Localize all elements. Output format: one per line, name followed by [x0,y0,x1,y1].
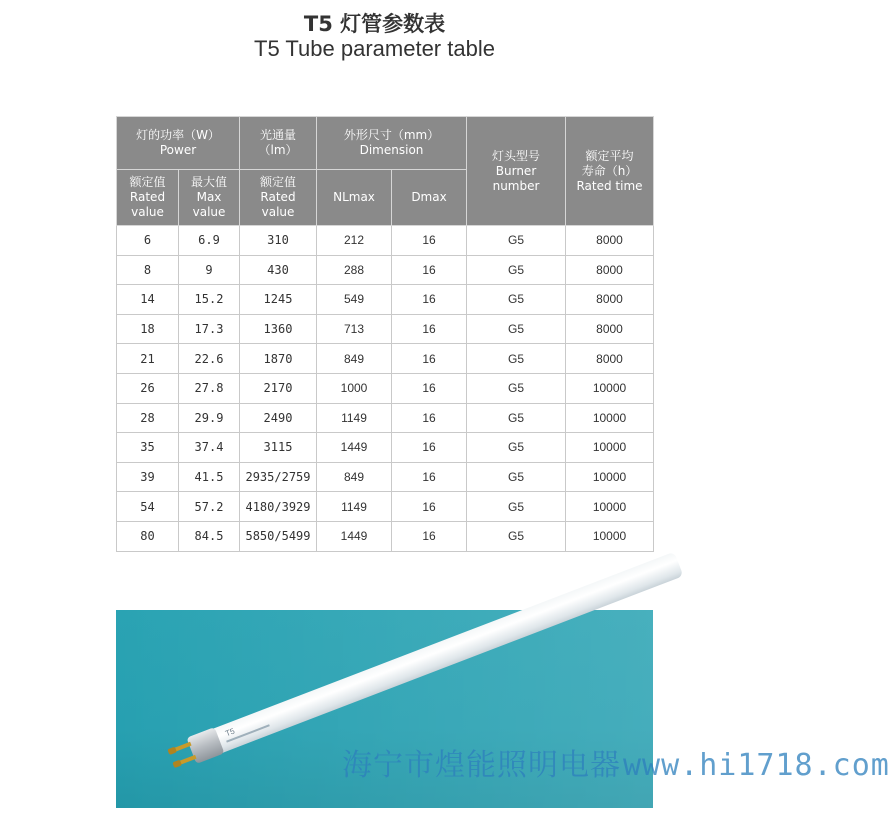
table-cell: 16 [392,492,467,522]
table-cell: 288 [317,255,392,285]
table-cell: 16 [392,462,467,492]
table-cell: 10000 [566,373,654,403]
table-cell: G5 [467,285,566,315]
table-cell: 29.9 [179,403,240,433]
table-cell: 212 [317,226,392,256]
svg-text:T5: T5 [224,726,237,739]
table-cell: 16 [392,344,467,374]
table-cell: 54 [117,492,179,522]
table-cell: 1149 [317,492,392,522]
table-cell: 1000 [317,373,392,403]
table-cell: 1449 [317,521,392,551]
table-row [117,226,654,256]
table-cell: 1360 [240,314,317,344]
table-cell: 8000 [566,314,654,344]
table-cell: 37.4 [179,433,240,463]
table-cell: G5 [467,255,566,285]
header-lumen: 光通量 （lm） [240,117,317,170]
table-body [117,226,654,552]
table-cell: 713 [317,314,392,344]
table-cell: 849 [317,344,392,374]
table-cell: 18 [117,314,179,344]
watermark-company: 海宁市煌能照明电器 [342,748,621,783]
table-row [117,285,654,315]
table-cell: 5850/5499 [240,521,317,551]
table-cell: 9 [179,255,240,285]
page-title-en: T5 Tube parameter table [254,36,495,61]
table-cell: 16 [392,521,467,551]
table-cell: G5 [467,492,566,522]
table-cell: G5 [467,403,566,433]
table-cell: G5 [467,462,566,492]
table-cell: 1449 [317,433,392,463]
table-cell: 41.5 [179,462,240,492]
table-cell: 10000 [566,492,654,522]
table-cell: 15.2 [179,285,240,315]
page-title-cn: T5 灯管参数表 [303,12,446,36]
header-max-value: 最大值 Max value [179,170,240,226]
table-row [117,492,654,522]
watermark [342,740,890,784]
table-cell: G5 [467,373,566,403]
table-cell: 8000 [566,255,654,285]
table-cell: 6.9 [179,226,240,256]
watermark-domain: www.hi1718.com [623,748,890,783]
header-nlmax: NLmax [317,170,392,226]
table-row [117,255,654,285]
table-cell: 8000 [566,226,654,256]
table-row [117,521,654,551]
table-cell: 6 [117,226,179,256]
table-cell: 39 [117,462,179,492]
table-cell: G5 [467,226,566,256]
table-cell: 3115 [240,433,317,463]
header-power: 灯的功率（W） Power [117,117,240,170]
table-cell: 849 [317,462,392,492]
table-cell: 10000 [566,462,654,492]
table-cell: 57.2 [179,492,240,522]
table-cell: 16 [392,226,467,256]
header-life: 额定平均 寿命（h） Rated time [566,117,654,226]
table-cell: 8000 [566,344,654,374]
table-cell: 10000 [566,521,654,551]
table-cell: 16 [392,314,467,344]
table-cell: G5 [467,521,566,551]
table-cell: 2490 [240,403,317,433]
table-cell: G5 [467,344,566,374]
table-cell: 17.3 [179,314,240,344]
table-cell: 16 [392,433,467,463]
table-row [117,314,654,344]
table-cell: 4180/3929 [240,492,317,522]
table-row [117,344,654,374]
table-cell: 80 [117,521,179,551]
header-rated-value: 额定值 Rated value [117,170,179,226]
table-cell: 27.8 [179,373,240,403]
table-cell: 14 [117,285,179,315]
table-row [117,403,654,433]
header-lumen-rated: 额定值 Rated value [240,170,317,226]
table-cell: 2935/2759 [240,462,317,492]
header-burner: 灯头型号 Burner number [467,117,566,226]
table-cell: 16 [392,255,467,285]
table-cell: 16 [392,403,467,433]
table-cell: 35 [117,433,179,463]
table-cell: 16 [392,373,467,403]
table-cell: 1245 [240,285,317,315]
table-cell: 2170 [240,373,317,403]
table-cell: G5 [467,314,566,344]
table-row [117,373,654,403]
table-row [117,433,654,463]
table-row [117,462,654,492]
header-dmax: Dmax [392,170,467,226]
table-cell: 10000 [566,433,654,463]
table-cell: 1870 [240,344,317,374]
table-cell: 1149 [317,403,392,433]
parameter-table [116,116,654,552]
header-dimension: 外形尺寸（mm） Dimension [317,117,467,170]
table-cell: 549 [317,285,392,315]
table-cell: 430 [240,255,317,285]
table-cell: G5 [467,433,566,463]
table-cell: 28 [117,403,179,433]
table-cell: 16 [392,285,467,315]
table-cell: 22.6 [179,344,240,374]
table-cell: 21 [117,344,179,374]
table-cell: 8000 [566,285,654,315]
table-cell: 8 [117,255,179,285]
table-cell: 26 [117,373,179,403]
table-cell: 310 [240,226,317,256]
table-cell: 84.5 [179,521,240,551]
table-cell: 10000 [566,403,654,433]
